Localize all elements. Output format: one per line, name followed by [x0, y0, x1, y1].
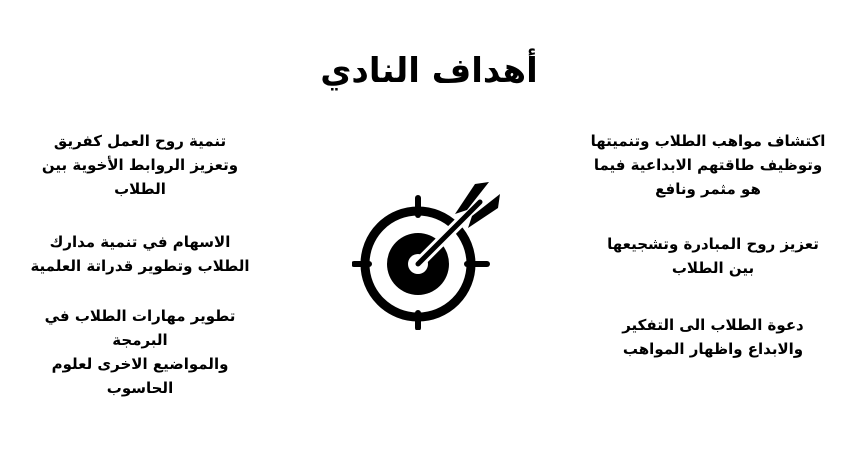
- goal-teamwork: تنمية روح العمل كفريق وتعزيز الروابط الأخوية بين الطلاب: [41, 132, 239, 198]
- goal-discover-talents: اكتشاف مواهب الطلاب وتنميتها وتوظيف طاقتهم الابداعية فيما هو مثمر ونافع: [590, 132, 826, 198]
- target-with-arrow-icon: [352, 178, 504, 330]
- page-title: أهداف النادي: [320, 51, 538, 91]
- goal-programming-skills: تطوير مهارات الطلاب في البرمجة والمواضيع الاخرى لعلوم الحاسوب: [44, 307, 236, 397]
- goal-creative-thinking: دعوة الطلاب الى التفكير والابداع واظهار المواهب: [622, 316, 804, 358]
- goal-initiative: تعزيز روح المبادرة وتشجيعها بين الطلاب: [607, 235, 819, 277]
- goal-scientific-abilities: الاسهام في تنمية مدارك الطلاب وتطوير قدراتة العلمية: [30, 233, 250, 275]
